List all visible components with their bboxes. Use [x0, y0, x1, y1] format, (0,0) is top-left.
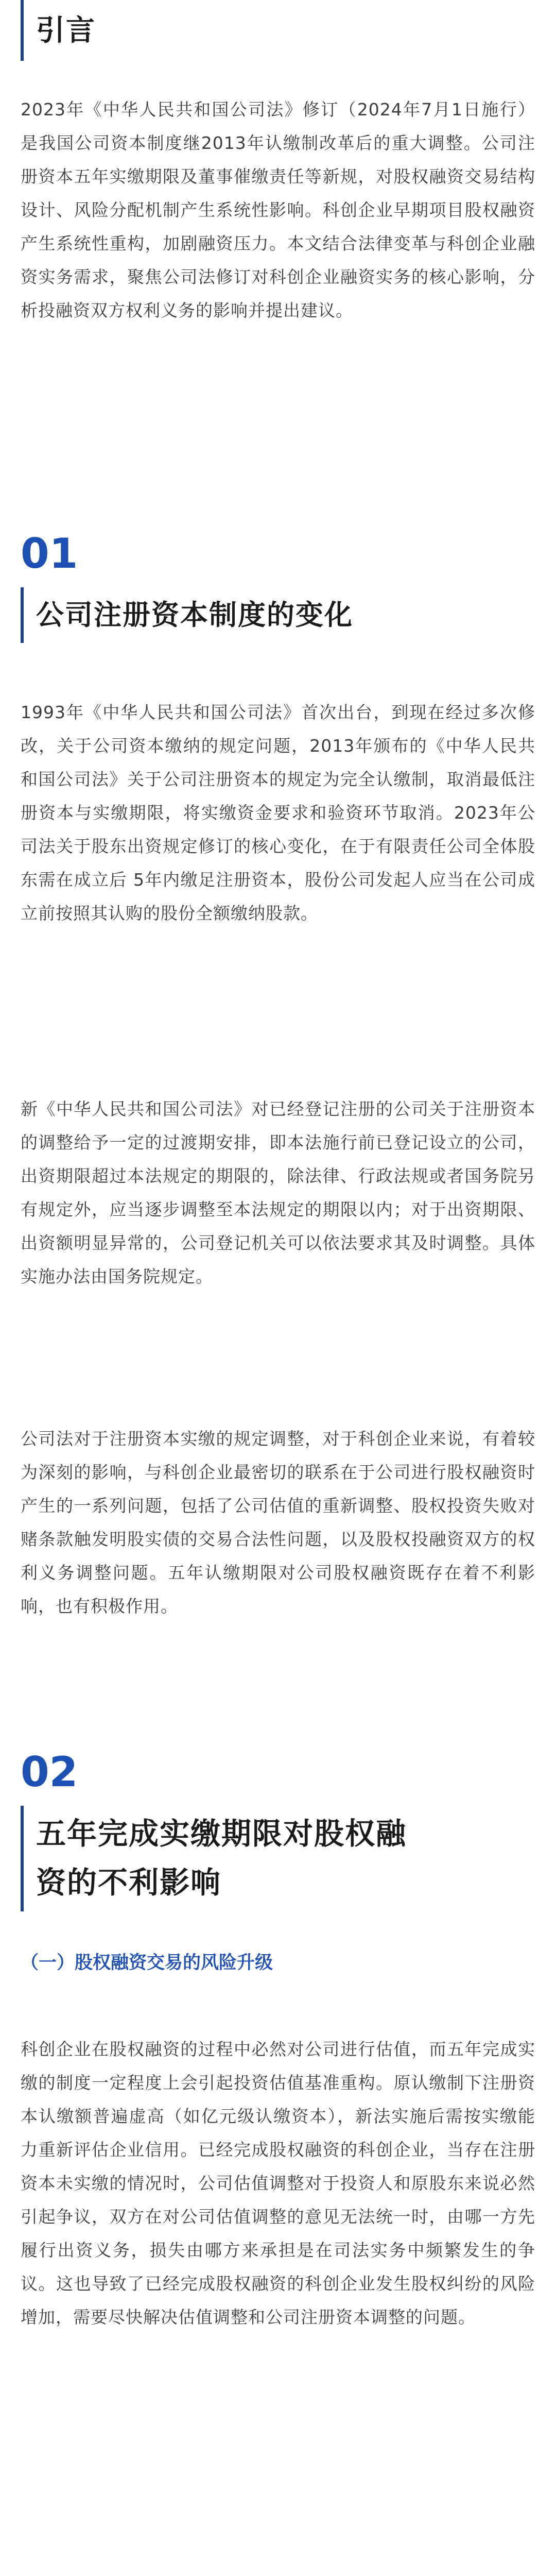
section-1-title: 公司注册资本制度的变化: [36, 599, 353, 631]
section-1-paragraph: 公司法对于注册资本实缴的规定调整，对于科创企业来说，有着较为深刻的影响，与科创企业最密切的联系在于公司进行股权融资时产生的一系列问题，包括了公司估值的重新调整、股权投资失败对赌条款触发明股实债的交易合法性问题，以及股权投融资双方的权利义务调整问题。五年认缴期限对公司股权融资既存在着不利影响，也有积极作用。: [21, 1429, 535, 1616]
intro-heading-bar: [21, 0, 24, 61]
section-2-title-line-1: 五年完成实缴期限对股权融: [36, 1816, 407, 1851]
section-1-heading-bar: [21, 587, 24, 643]
section-1-number: 01: [21, 530, 78, 578]
section-2-title-line-2: 资的不利影响: [36, 1865, 222, 1900]
intro-title: 引言: [36, 14, 96, 47]
intro-paragraph: 2023年《中华人民共和国公司法》修订（2024年7月1日施行）是我国公司资本制度继2013年认缴制改革后的重大调整。公司注册资本五年实缴期限及董事催缴责任等新规，对股权融资交易结构设计、风险分配机制产生系统性影响。科创企业早期项目股权融资产生系统性重构，加剧融资压力。本文结合法律变革与科创企业融资实务需求，聚焦公司法修订对科创企业融资实务的核心影响，分析投融资双方权利义务的影响并提出建议。: [21, 99, 535, 320]
section-2-heading-bar: [21, 1806, 24, 1911]
section-1-paragraph: 1993年《中华人民共和国公司法》首次出台，到现在经过多次修改，关于公司资本缴纳的规定问题，2013年颁布的《中华人民共和国公司法》关于公司注册资本的规定为完全认缴制，取消最低注册资本与实缴期限，将实缴资金要求和验资环节取消。2023年公司法关于股东出资规定修订的核心变化，在于有限责任公司全体股东需在成立后 5年内缴足注册资本，股份公司发起人应当在公司成立前按照其认购的股份全额缴纳股款。: [21, 702, 535, 923]
subheading-risk-upgrade: （一）股权融资交易的风险升级: [21, 1953, 273, 1973]
section-2-paragraph: 科创企业在股权融资的过程中必然对公司进行估值，而五年完成实缴的制度一定程度上会引起投资估值基准重构。原认缴制下注册资本认缴额普遍虚高（如亿元级认缴资本），新法实施后需按实缴能力重新评估企业信用。已经完成股权融资的科创企业，当存在注册资本未实缴的情况时，公司估值调整对于投资人和原股东来说必然引起争议，双方在对公司估值调整的意见无法统一时，由哪一方先履行出资义务，损失由哪方来承担是在司法实务中频繁发生的争议。这也导致了已经完成股权融资的科创企业发生股权纠纷的风险增加，需要尽快解决估值调整和公司注册资本调整的问题。: [21, 2039, 535, 2327]
section-2-number: 02: [21, 1748, 78, 1796]
section-1-paragraph: 新《中华人民共和国公司法》对已经登记注册的公司关于注册资本的调整给予一定的过渡期安排，即本法施行前已登记设立的公司，出资期限超过本法规定的期限的，除法律、行政法规或者国务院另有规定外，应当逐步调整至本法规定的期限以内；对于出资期限、出资额明显异常的，公司登记机关可以依法要求其及时调整。具体实施办法由国务院规定。: [21, 1099, 535, 1286]
